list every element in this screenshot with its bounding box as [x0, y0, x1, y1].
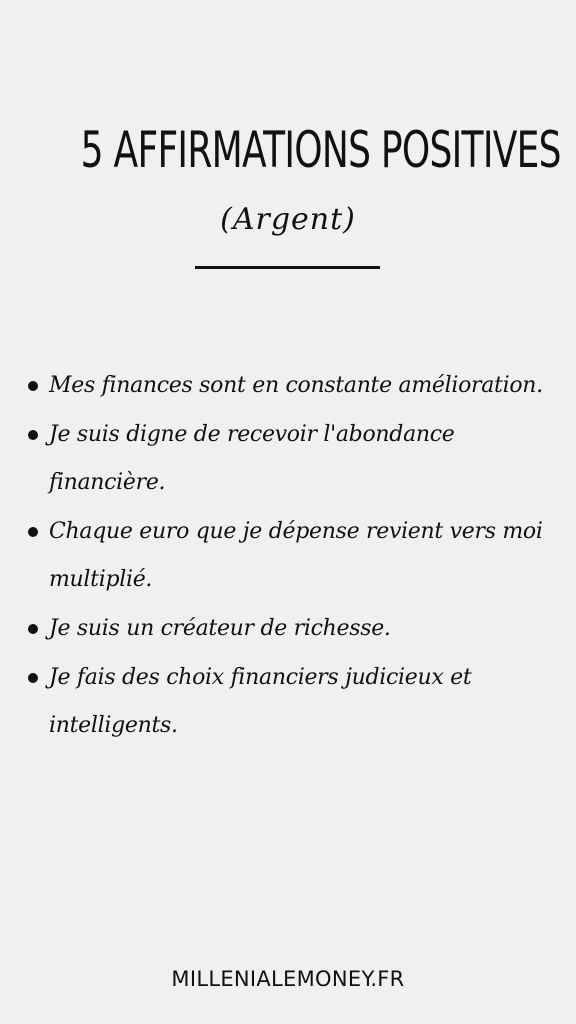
page-title: 5 AFFIRMATIONS POSITIVES [80, 121, 561, 179]
bullet-icon [28, 624, 38, 634]
list-item [24, 508, 544, 605]
bullet-icon [28, 527, 38, 537]
list-item [24, 654, 544, 751]
bullet-icon [28, 673, 38, 683]
affirmations-list [24, 362, 544, 751]
list-item [24, 411, 544, 508]
bullet-icon [28, 381, 38, 391]
list-item-text: Chaque euro que je dépense revient vers moi multiplié. [49, 518, 543, 593]
page-subtitle: (Argent) [220, 202, 356, 237]
list-item-text: Je suis digne de recevoir l'abondance financière. [49, 421, 455, 496]
list-item [24, 605, 544, 654]
list-item-text: Mes finances sont en constante amélioration. [49, 373, 543, 398]
list-item-text: Je suis un créateur de richesse. [49, 615, 391, 641]
list-item [24, 362, 544, 411]
list-item-text: Je fais des choix financiers judicieux et intelligents. [49, 664, 472, 739]
website-link[interactable]: MILLENIALEMONEY.FR [171, 967, 405, 991]
bullet-icon [28, 430, 38, 440]
title-divider [195, 266, 380, 269]
